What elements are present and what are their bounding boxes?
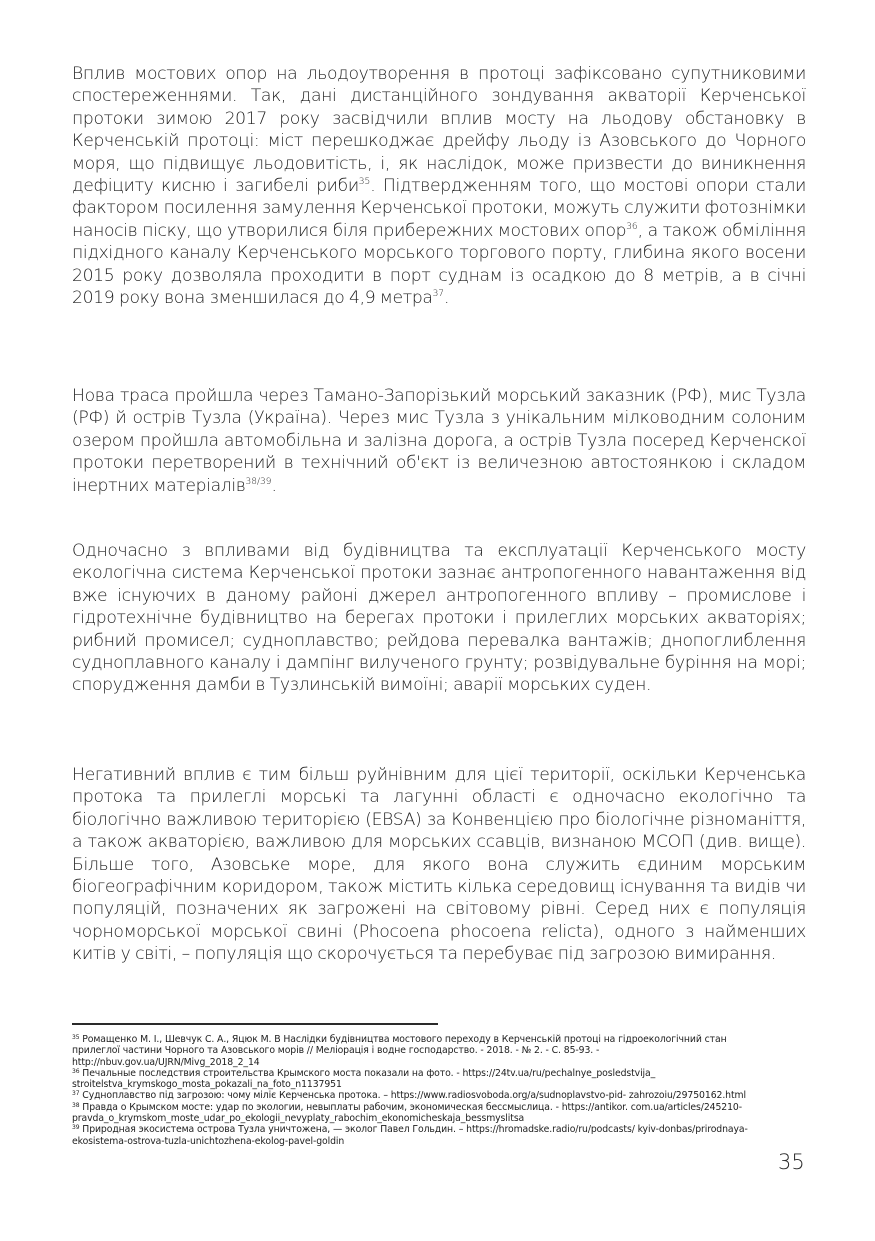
footnote-37 <box>72 1090 762 1101</box>
paragraph-text: Одночасно з впливами від будівництва та експлуатації Керченського мосту екологічна система Керченської протоки зазнає антропогенного навантаження від вже існуючих в даному районі джерел антропогенного впливу – промислове і гідротехнічне будівництво на берегах протоки і прилеглих морських акваторіях; рибний промисел; судноплавство; рейдова перевалка вантажів; днопоглиблення судноплавного каналу і дампінг вилученого грунту; розвідувальне буріння на морі; спорудження дамби в Тузлинській вимоїні; аварії морських суден. <box>72 541 806 696</box>
footnote-text[interactable]: Природная экосистема острова Тузла уничтожена, — эколог Павел Гольдин. – https://hromadske.radio/ru/podcasts/ kyiv-donbas/prirodnaya-ekosistema-ostrova-tuzla-unichtozhena-ekolog-pavel-goldin <box>72 1124 748 1147</box>
footnote-ref-36[interactable]: 36 <box>626 221 638 232</box>
footnote-number: 39 <box>72 1124 80 1132</box>
paragraph-text: . <box>444 288 450 309</box>
footnote-number: 36 <box>72 1067 80 1075</box>
paragraph-bridge-ice <box>72 63 806 309</box>
footnote-38 <box>72 1102 762 1125</box>
footnote-35 <box>72 1034 762 1068</box>
paragraph-tuzla-route <box>72 385 806 497</box>
footnote-ref-38-39[interactable]: 38/39 <box>245 476 272 487</box>
footnote-text[interactable]: Ромащенко М. І., Шевчук С. А., Яцюк М. В Наслідки будівництва мостового переходу в Керченській протоці на гідроекологічний стан прилеглої частини Чорного та Азовського морів // Меліорація і водне господарство. - 2018. - № 2. - С. 85-93. - http://nbuv.gov.ua/UJRN/Mivg_2018_2_14 <box>72 1034 727 1068</box>
paragraph-text: . Підтвердженням того, що мостові опори стали фактором посилення замулення Керченської протоки, можуть служити фотознімки наносів піску, що утворилися біля прибережних мостових опор <box>72 176 806 241</box>
footnotes <box>72 1034 762 1147</box>
footnote-ref-35[interactable]: 35 <box>358 177 371 188</box>
footnote-number: 35 <box>72 1034 80 1041</box>
page-number: 35 <box>778 1150 805 1174</box>
footnote-text[interactable]: Судноплавство під загрозою: чому міліє Керченська протока. – https://www.radiosvoboda.org/a/sudnoplavstvo-pid- zahrozoiu/29750162.html <box>82 1090 746 1102</box>
paragraph-negative-impact <box>72 764 806 966</box>
footnote-text[interactable]: Печальные последствия строительства Крымского моста показали на фото. - https://24tv.ua/ru/pechalnye_posledstvija_ stroitelstva_krymskogo_mosta_pokazali_na_foto_n1137951 <box>72 1067 656 1091</box>
footnote-separator <box>72 1023 438 1025</box>
paragraph-text: Вплив мостових опор на льодоутворення в протоці зафіксовано супутниковими спостереженнями. Так, дані дистанційного зондування акваторії Керченської протоки зимою 2017 року засвідчили вплив мосту на льодову обстановку в Керченській протоці: міст перешкоджає дрейфу льоду із Азовського до Чорного моря, що підвищує льодовитість, і, як наслідок, може призвести до виникнення дефіциту кисню і загибелі риби <box>72 64 806 197</box>
footnote-number: 38 <box>72 1101 80 1109</box>
footnote-36 <box>72 1068 762 1091</box>
paragraph-anthropogenic-load <box>72 540 806 697</box>
footnote-text[interactable]: Правда о Крымском мосте: удар по экологии, невыплаты рабочим, экономическая бессмыслица. - https://antikor. com.ua/articles/245210-pravda_o_krymskom_moste_udar_po_ekologii_nevyplaty_rabochim_ekonomicheskaja_bessmyslitsa <box>72 1101 742 1125</box>
paragraph-text: . <box>271 475 277 496</box>
paragraph-text: Нова траса пройшла через Тамано-Запорізький морський заказник (РФ), мис Тузла (РФ) й острів Тузла (Україна). Через мис Тузла з унікальним мілководним солоним озером пройшла автомобільна и залізна дорога, а острів Тузла посеред Керченскої протоки перетворений в технічний об'єкт із величезною автостоянкою і складом інертних матеріалів <box>72 386 806 496</box>
paragraph-text: , а також обміління підхідного каналу Керченського морського торгового порту, глибина якого восени 2015 року дозволяла проходити в порт суднам із осадкою до 8 метрів, а в січні 2019 року вона зменшилася до 4,9 метра <box>72 220 807 309</box>
footnote-ref-37[interactable]: 37 <box>432 289 445 300</box>
footnote-39 <box>72 1124 762 1147</box>
paragraph-text: Негативний вплив є тим більш руйнівним для цієї території, оскільки Керченська протока та прилеглі морські та лагунні області є одночасно екологічно та біологічно важливою територією (EBSA) за Конвенцією про біологічне різноманіття, а також акваторією, важливою для морських ссавців, визнаною МСОП (див. вище). Більше того, Азовське море, для якого вона служить єдиним морським біогеографічним коридором, також містить кілька середовищ існування та видів чи популяцій, позначених як загрожені на світовому рівні. Серед них є популяція чорноморської морської свині (Phocoena phocoena relicta), одного з найменших китів у світі, – популяція що скорочується та перебуває під загрозою вимирання. <box>72 765 806 965</box>
footnote-number: 37 <box>72 1090 80 1098</box>
